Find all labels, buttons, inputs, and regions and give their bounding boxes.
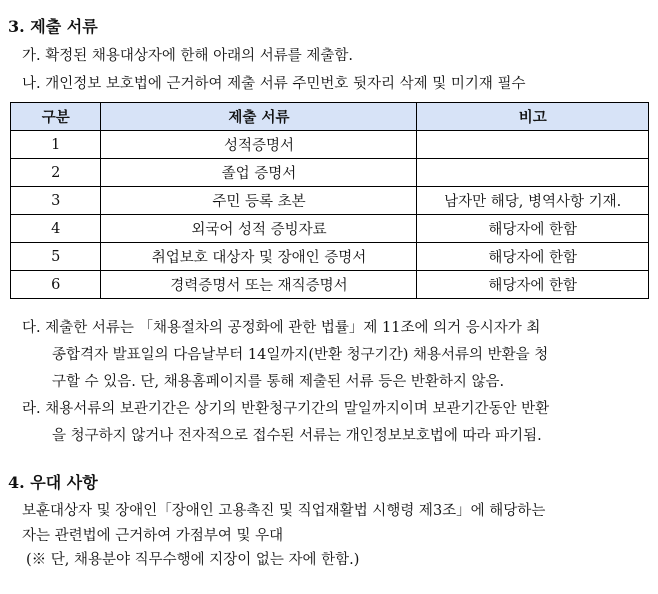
cell-no: 1 bbox=[11, 131, 101, 159]
table-row bbox=[11, 271, 649, 299]
table-row bbox=[11, 215, 649, 243]
table-row bbox=[11, 187, 649, 215]
cell-doc: 외국어 성적 증빙자료 bbox=[101, 215, 417, 243]
cell-note bbox=[417, 131, 649, 159]
preference-note: (※ 단, 채용분야 직무수행에 지장이 없는 자에 한함.) bbox=[26, 552, 360, 568]
item-da-line3: 구할 수 있음. 단, 채용홈페이지를 통해 제출된 서류 등은 반환하지 않음. bbox=[52, 374, 505, 390]
cell-no: 4 bbox=[11, 215, 101, 243]
cell-doc: 주민 등록 초본 bbox=[101, 187, 417, 215]
cell-doc: 성적증명서 bbox=[101, 131, 417, 159]
cell-no: 3 bbox=[11, 187, 101, 215]
preference-line2: 자는 관련법에 근거하여 가점부여 및 우대 bbox=[22, 528, 284, 544]
header-documents: 제출 서류 bbox=[101, 103, 417, 131]
preference-line1: 보훈대상자 및 장애인「장애인 고용촉진 및 직업재활법 시행령 제3조」에 해당하는 bbox=[22, 503, 546, 519]
cell-note: 해당자에 한함 bbox=[417, 215, 649, 243]
section-4-title: 4. 우대 사항 bbox=[8, 473, 98, 492]
cell-note: 해당자에 한함 bbox=[417, 271, 649, 299]
documents-table bbox=[10, 102, 649, 299]
table-header-row bbox=[11, 103, 649, 131]
item-da-line2: 종합격자 발표일의 다음날부터 14일까지(반환 청구기간) 채용서류의 반환을 청 bbox=[52, 347, 549, 363]
item-ra-line2: 을 청구하지 않거나 전자적으로 접수된 서류는 개인정보보호법에 따라 파기됨. bbox=[52, 428, 542, 444]
cell-no: 6 bbox=[11, 271, 101, 299]
item-da-line1: 다. 제출한 서류는 「채용절차의 공정화에 관한 법률」제 11조에 의거 응시자가 최 bbox=[22, 320, 541, 336]
cell-doc: 졸업 증명서 bbox=[101, 159, 417, 187]
cell-note bbox=[417, 159, 649, 187]
header-category: 구분 bbox=[11, 103, 101, 131]
table-row bbox=[11, 159, 649, 187]
cell-note: 남자만 해당, 병역사항 기재. bbox=[417, 187, 649, 215]
cell-doc: 경력증명서 또는 재직증명서 bbox=[101, 271, 417, 299]
cell-doc: 취업보호 대상자 및 장애인 증명서 bbox=[101, 243, 417, 271]
table-row bbox=[11, 131, 649, 159]
cell-no: 5 bbox=[11, 243, 101, 271]
cell-note: 해당자에 한함 bbox=[417, 243, 649, 271]
section-3-title: 3. 제출 서류 bbox=[8, 17, 98, 36]
item-ra-line1: 라. 채용서류의 보관기간은 상기의 반환청구기간의 말일까지이며 보관기간동안 반환 bbox=[22, 401, 550, 417]
header-remarks: 비고 bbox=[417, 103, 649, 131]
item-ga: 가. 확정된 채용대상자에 한해 아래의 서류를 제출함. bbox=[22, 48, 354, 64]
table-row bbox=[11, 243, 649, 271]
cell-no: 2 bbox=[11, 159, 101, 187]
item-na: 나. 개인정보 보호법에 근거하여 제출 서류 주민번호 뒷자리 삭제 및 미기재 필수 bbox=[22, 76, 526, 92]
